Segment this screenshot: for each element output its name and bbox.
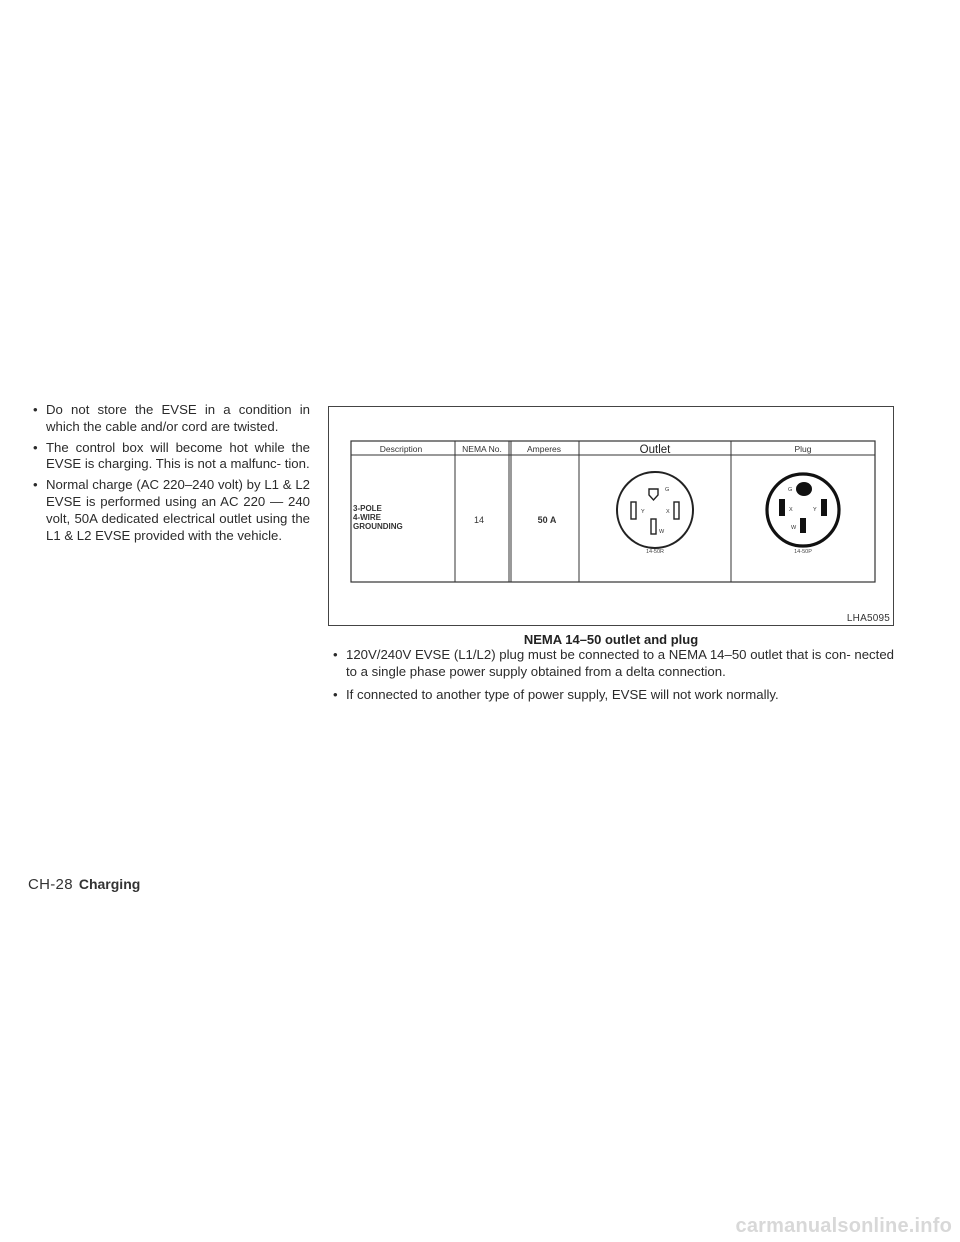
header-plug: Plug xyxy=(794,444,812,454)
plug-label-g: G xyxy=(788,487,793,493)
outlet-model: 14-50R xyxy=(645,549,665,555)
right-bullet-list xyxy=(328,647,894,703)
bullet-item: • The control box will become hot while the EVSE is charging. This is not a malfunc- tion. xyxy=(28,440,310,474)
plug-label-x: X xyxy=(789,507,793,513)
plug-blade-w xyxy=(800,518,806,533)
header-nema-no: NEMA No. xyxy=(462,444,502,454)
left-bullet-list xyxy=(28,402,310,544)
left-column xyxy=(28,402,310,548)
plug-label-y: Y xyxy=(813,507,817,513)
plug-drawing xyxy=(767,474,839,555)
amperes-value: 50 A xyxy=(537,515,557,525)
page-number: CH-28 xyxy=(28,876,73,893)
bullet-item: • If connected to another type of power supply, EVSE will not work normally. xyxy=(328,687,894,704)
outlet-ground-slot xyxy=(649,489,658,500)
figure-id: LHA5095 xyxy=(846,613,890,624)
plug-blade-x xyxy=(779,499,785,516)
nema-figure xyxy=(328,406,894,626)
section-name: Charging xyxy=(78,876,141,892)
nema-table-diagram xyxy=(329,407,893,625)
outlet-slot-w xyxy=(651,519,656,534)
table-frame xyxy=(351,441,875,582)
watermark: carmanualsonline.info xyxy=(735,1215,952,1237)
figure-caption: NEMA 14–50 outlet and plug xyxy=(523,632,699,647)
outlet-ring xyxy=(617,472,693,548)
description-line-2: 4-WIRE xyxy=(353,513,381,522)
page-footer xyxy=(28,876,140,893)
outlet-label-x: X xyxy=(666,509,670,515)
nema-number-value: 14 xyxy=(473,515,485,525)
header-amperes: Amperes xyxy=(526,444,562,454)
outlet-label-g: G xyxy=(665,487,670,493)
bullet-item: • 120V/240V EVSE (L1/L2) plug must be connected to a NEMA 14–50 outlet that is con- nected to a single phase power supply obtained from a delta connection. xyxy=(328,647,894,681)
plug-blade-y xyxy=(821,499,827,516)
plug-ground-pin xyxy=(796,482,812,496)
description-line-1: 3-POLE xyxy=(353,504,382,513)
header-outlet: Outlet xyxy=(639,444,671,456)
header-description: Description xyxy=(379,444,423,454)
outlet-drawing xyxy=(617,472,693,555)
bullet-item: • Normal charge (AC 220–240 volt) by L1 & L2 EVSE is performed using an AC 220 — 240 volt, 50A dedicated electrical outlet using the L1 & L2 EVSE provided with the vehicle. xyxy=(28,477,310,544)
right-column xyxy=(328,647,894,709)
plug-label-w: W xyxy=(791,525,797,531)
plug-model: 14-50P xyxy=(794,549,812,555)
outlet-slot-y xyxy=(631,502,636,519)
outlet-label-y: Y xyxy=(641,509,645,515)
outlet-label-w: W xyxy=(659,529,665,535)
bullet-item: • Do not store the EVSE in a condition in which the cable and/or cord are twisted. xyxy=(28,402,310,436)
description-line-3: GROUNDING xyxy=(353,522,403,531)
outlet-slot-x xyxy=(674,502,679,519)
